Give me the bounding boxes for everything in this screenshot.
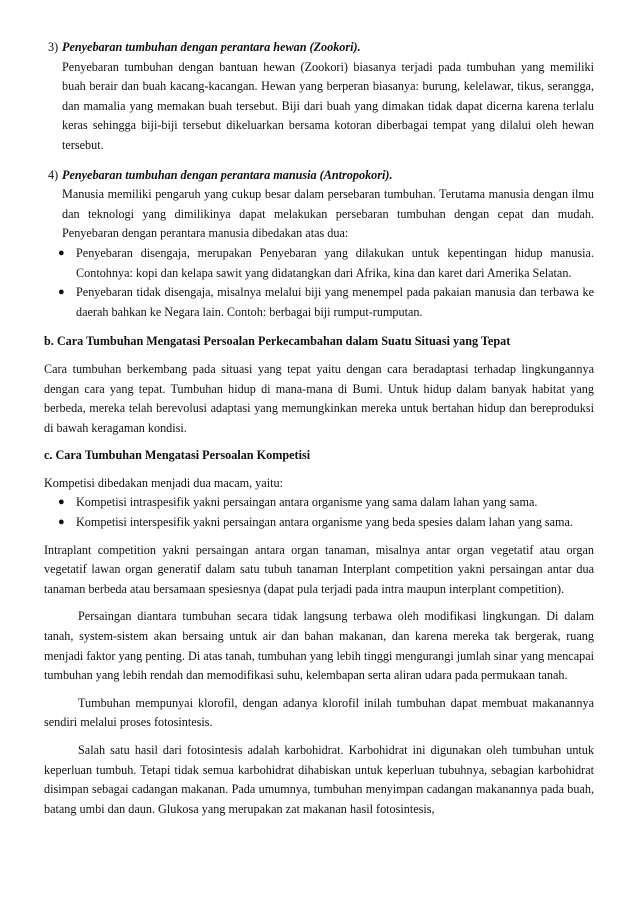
bullet-item: ● Penyebaran tidak disengaja, misalnya melalui biji yang menempel pada pakaian manusia dan terbawa ke daerah bahkan ke Negara lain. Contoh: berbagai biji rumput-rumputan. (58, 285, 594, 319)
bullet-icon: ● (58, 246, 65, 259)
item-number: 4) (48, 167, 59, 182)
paragraph: Tumbuhan mempunyai klorofil, dengan adanya klorofil inilah tumbuhan dapat membuat makanannya sendiri melalui proses fotosintesis. (44, 695, 594, 730)
item-title: Penyebaran tumbuhan dengan perantara manusia (Antropokori). (62, 167, 393, 182)
bullet-icon: ● (58, 496, 65, 509)
paragraph: Intraplant competition yakni persaingan antara organ tanaman, misalnya antar organ vegetatif atau organ vegetatif lawan organ generatif dalam satu tubuh tanaman Interplant competition yakni persaingan antar dua tanaman berbeda atau bersamaan spesiesnya (dapat pula terjadi pada intra maupun interplant competition). (44, 542, 594, 596)
paragraph: Cara tumbuhan berkembang pada situasi yang tepat yaitu dengan cara beradaptasi terhadap lingkungannya dengan cara yang tepat. Tumbuhan hidup di mana-mana di Bumi. Untuk hidup dalam banyak habitat yang berbeda, mereka telah berevolusi adaptasi yang memungkinkan mereka untuk bertahan hidup dan bereproduksi di bawah keragaman kondisi. (44, 361, 594, 435)
bullet-item: ● Penyebaran disengaja, merupakan Penyebaran yang dilakukan untuk kepentingan hidup manusia. Contohnya: kopi dan kelapa sawit yang didatangkan dari Afrika, kina dan karet dari Amerika Selatan. (58, 245, 594, 280)
paragraph: Persaingan diantara tumbuhan secara tidak langsung terbawa oleh modifikasi lingkungan. Di dalam tanah, system-sistem akan bersaing untuk air dan bahan makanan, dan karena mereka tak bergerak, ruang menjadi faktor yang penting. Di atas tanah, tumbuhan yang lebih tinggi mengurangi jumlah sinar yang mencapai tumbuhan yang lebih rendah dan memodifikasi suhu, kelembapan serta aliran udara pada permukaan tanah. (44, 609, 594, 683)
section-heading: c. Cara Tumbuhan Mengatasi Persoalan Kompetisi (44, 448, 311, 463)
item-body: Penyebaran tumbuhan dengan bantuan hewan (Zookori) biasanya terjadi pada tumbuhan yang memiliki buah berair dan buah kacang-kacangan. Hewan yang berperan biasanya: burung, kelelawar, tikus, serangga, dan mamalia yang memakan buah tersebut. Biji dari buah yang dimakan tidak dapat dicerna karena terlalu keras sehingga biji-biji tersebut dikeluarkan bersama kotoran diberbagai tempat yang dilalui oleh hewan tersebut. (62, 59, 594, 152)
section-heading: b. Cara Tumbuhan Mengatasi Persoalan Perkecambahan dalam Suatu Situasi yang Tepat (44, 334, 511, 349)
bullet-icon: ● (58, 286, 65, 299)
paragraph: Salah satu hasil dari fotosintesis adalah karbohidrat. Karbohidrat ini digunakan oleh tumbuhan untuk keperluan tumbuh. Tetapi tidak semua karbohidrat dihabiskan untuk keperluan tubuhnya, sebagian karbohidrat disimpan sebagai cadangan makanan. Pada umumnya, tumbuhan menyimpan cadangan makanannya pada buah, batang umbi dan daun. Glukosa yang merupakan zat makanan hasil fotosintesis, (44, 743, 594, 816)
bullet-item: ● Kompetisi interspesifik yakni persaingan antara organisme yang beda spesies dalam lahan yang sama. (44, 513, 594, 533)
item-body: Manusia memiliki pengaruh yang cukup besar dalam persebaran tumbuhan. Terutama manusia dengan ilmu dan teknologi yang dimilikinya dapat melakukan persebaran tumbuhan dengan cepat dan mudah. Penyebaran dengan perantara manusia dibedakan atas dua: (62, 187, 594, 241)
bullet-item: ● Kompetisi intraspesifik yakni persaingan antara organisme yang sama dalam lahan yang sama. (44, 493, 594, 513)
list-item-antropokori (44, 166, 594, 323)
list-item-zookori (44, 38, 594, 156)
item-number: 3) (48, 40, 59, 54)
paragraph: Kompetisi dibedakan menjadi dua macam, yaitu: (44, 475, 283, 490)
item-title: Penyebaran tumbuhan dengan perantara hewan (Zookori). (62, 40, 361, 54)
bullet-icon: ● (58, 516, 65, 529)
